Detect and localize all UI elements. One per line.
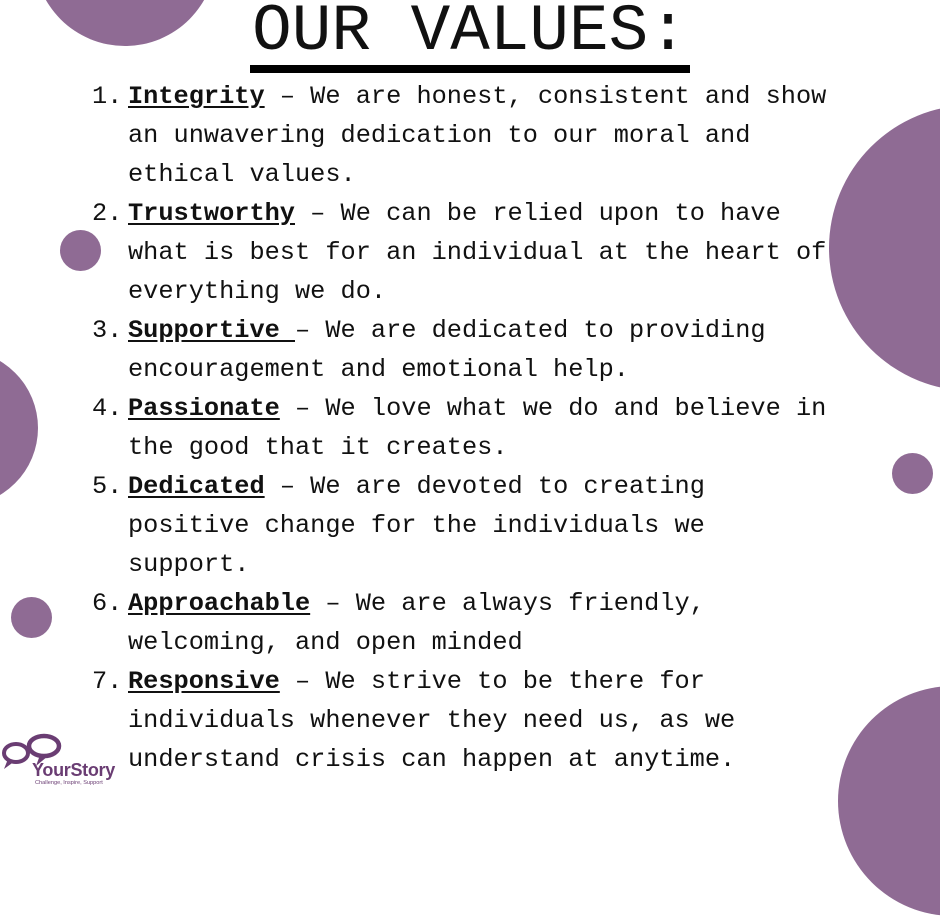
value-text: [128, 584, 837, 662]
page-title-text: OUR VALUES:: [250, 0, 690, 73]
value-number: 3.: [92, 316, 123, 345]
value-item-responsive: [92, 662, 837, 779]
decor-circle-right-large: [829, 105, 940, 391]
decor-circle-bottom-right: [838, 686, 940, 916]
value-number: 5.: [92, 472, 123, 501]
yourstory-logo: [0, 732, 125, 788]
value-term: Responsive: [128, 667, 280, 696]
value-item-dedicated: [92, 467, 837, 584]
value-text: [128, 467, 837, 584]
page-title: [0, 0, 940, 73]
value-number: 4.: [92, 394, 123, 423]
value-item-trustworthy: [92, 194, 837, 311]
value-text: [128, 194, 837, 311]
value-description: – We are always friendly, welcoming, and open minded: [128, 589, 705, 657]
value-term: Approachable: [128, 589, 311, 618]
value-term: Trustworthy: [128, 199, 295, 228]
value-item-integrity: [92, 77, 837, 194]
value-number: 2.: [92, 199, 123, 228]
logo-tagline: Challenge, Inspire, Support: [35, 780, 103, 786]
value-item-supportive: [92, 311, 837, 389]
value-number: 7.: [92, 667, 123, 696]
values-list: [92, 77, 837, 779]
value-term: Integrity: [128, 82, 265, 111]
value-description: – We are dedicated to providing encouragement and emotional help.: [128, 316, 766, 384]
value-term: Passionate: [128, 394, 280, 423]
value-item-approachable: [92, 584, 837, 662]
value-number: 1.: [92, 82, 123, 111]
value-description: – We strive to be there for individuals whenever they need us, as we understand crisis can happen at anytime.: [128, 667, 736, 774]
value-number: 6.: [92, 589, 123, 618]
value-term: Dedicated: [128, 472, 265, 501]
value-item-passionate: [92, 389, 837, 467]
value-description: – We love what we do and believe in the good that it creates.: [128, 394, 827, 462]
logo-name: YourStory: [32, 760, 115, 780]
value-text: [128, 77, 837, 194]
value-description: – We can be relied upon to have what is best for an individual at the heart of everything we do.: [128, 199, 827, 306]
value-text: [128, 389, 837, 467]
decor-circle-left: [0, 350, 38, 506]
value-text: [128, 662, 837, 779]
decor-dot-left-lower: [11, 597, 52, 638]
value-term: Supportive: [128, 316, 295, 345]
value-description: – We are devoted to creating positive change for the individuals we support.: [128, 472, 705, 579]
value-text: [128, 311, 837, 389]
decor-dot-right: [892, 453, 933, 494]
value-description: – We are honest, consistent and show an unwavering dedication to our moral and ethical values.: [128, 82, 827, 189]
